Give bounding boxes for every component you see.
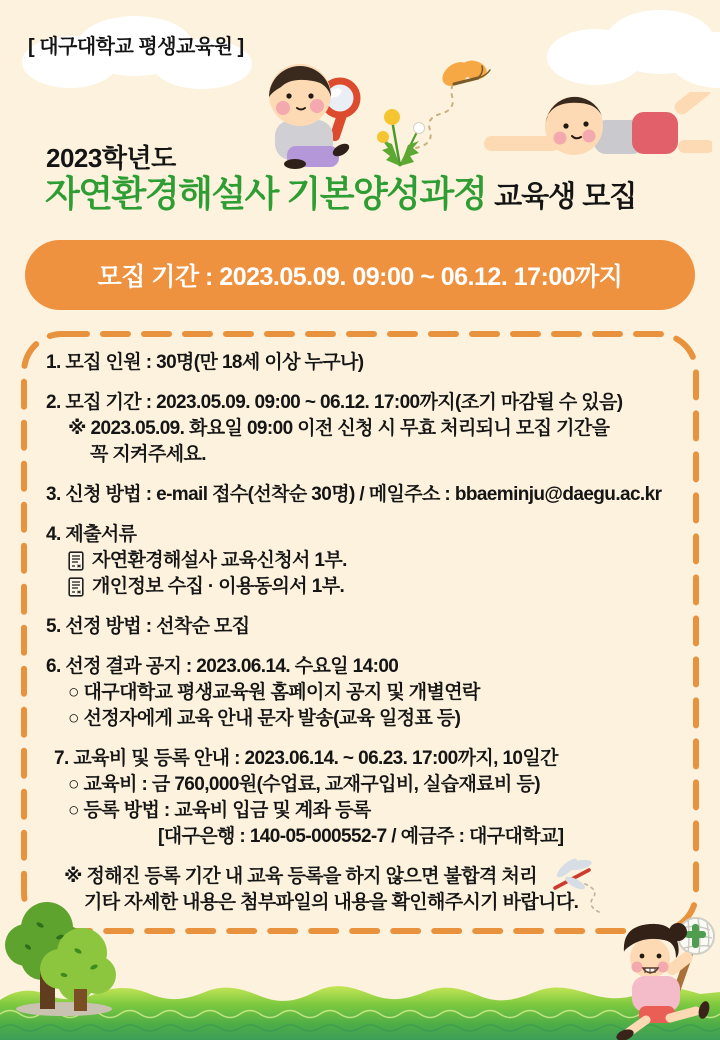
title-suffix: 교육생 모집 [494, 181, 637, 213]
notice-item-6-line-2: ○ 대구대학교 평생교육원 홈페이지 공지 및 개별연락 [68, 682, 480, 703]
running-girl-illustration [612, 908, 720, 1040]
notice-item-5 [46, 614, 676, 640]
recruitment-period-banner: 모집 기간 : 2023.05.09. 09:00 ~ 06.12. 17:00까지 [25, 240, 695, 310]
notice-item-3 [46, 482, 676, 508]
notice-item-4-title: 4. 제출서류 [46, 524, 137, 545]
organization-badge: [ 대구대학교 평생교육원 ] [28, 36, 244, 58]
notice-item-3-text: 3. 신청 방법 : e-mail 접수(선착순 30명) / 메일주소 : bbaeminju@daegu.ac.kr [46, 484, 662, 505]
notice-panel [20, 330, 700, 935]
notice-item-4-doc-2 [46, 574, 676, 600]
butterfly-illustration [398, 56, 493, 161]
title-course-name: 자연환경해설사 기본양성과정 [45, 173, 487, 214]
notice-item-7-line-2: ○ 교육비 : 금 760,000원(수업료, 교재구입비, 실습재료비 등) [68, 774, 540, 795]
butterfly-icon [438, 57, 490, 91]
notice-item-4-doc-1 [46, 548, 676, 574]
notice-item-1-text: 1. 모집 인원 : 30명(만 18세 이상 누구나) [46, 352, 364, 373]
trees-illustration [2, 893, 127, 1018]
year-label: 2023학년도 [46, 143, 176, 173]
dragonfly-illustration [545, 858, 617, 916]
notice-item-7-line-3: ○ 등록 방법 : 교육비 입금 및 계좌 등록 [68, 800, 371, 821]
notice-item-6-line-3: ○ 선정자에게 교육 안내 문자 발송(교육 일정표 등) [68, 708, 461, 729]
notice-item-5-text: 5. 선정 방법 : 선착순 모집 [46, 616, 250, 637]
notice-item-4-doc-2-text: 개인정보 수집 · 이용동의서 1부. [92, 576, 345, 597]
lying-boy-illustration [482, 92, 712, 170]
notice-footnote-line-1: ※ 정해진 등록 기간 내 교육 등록을 하지 않으면 불합격 처리 [64, 866, 538, 887]
cloud-illustration-right [540, 2, 720, 97]
notice-item-1 [46, 350, 676, 376]
document-icon [68, 551, 84, 571]
notice-item-2-line-1: 2. 모집 기간 : 2023.05.09. 09:00 ~ 06.12. 17:00까지(조기 마감될 수 있음) [46, 392, 623, 413]
notice-item-6-line-1: 6. 선정 결과 공지 : 2023.06.14. 수요일 14:00 [46, 656, 399, 677]
notice-item-6 [46, 654, 676, 732]
notice-item-7 [46, 746, 676, 850]
notice-footnote-line-2: 기타 자세한 내용은 첨부파일의 내용을 확인해주시기 바랍니다. [84, 892, 579, 913]
sitting-boy-illustration [237, 50, 372, 170]
notice-item-2-line-2: ※ 2023.05.09. 화요일 09:00 이전 신청 시 무효 처리되니 모집 기간을 [68, 418, 610, 439]
page-title [45, 166, 636, 217]
notice-content [20, 330, 700, 930]
notice-item-2 [46, 390, 676, 468]
notice-item-7-bank-account: [대구은행 : 140-05-000552-7 / 예금주 : 대구대학교] [158, 826, 564, 847]
notice-item-4 [46, 522, 676, 600]
notice-item-4-doc-1-text: 자연환경해설사 교육신청서 1부. [92, 550, 347, 571]
document-icon [68, 577, 84, 597]
notice-item-2-line-3: 꼭 지켜주세요. [90, 444, 206, 465]
notice-item-7-line-1: 7. 교육비 및 등록 안내 : 2023.06.14. ~ 06.23. 17:00까지, 10일간 [54, 748, 558, 769]
dragonfly-icon [554, 858, 592, 892]
